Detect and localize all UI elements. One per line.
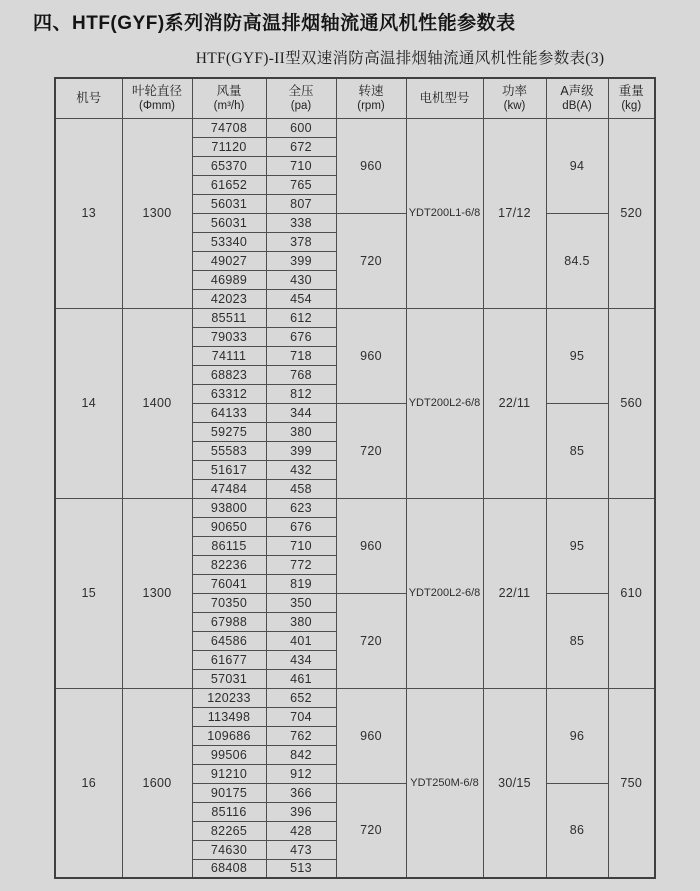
air-volume-cell: 93800 — [192, 498, 266, 517]
noise-level-high-cell: 94 — [546, 118, 608, 213]
speed-low-cell: 720 — [336, 213, 406, 308]
pressure-cell: 623 — [266, 498, 336, 517]
weight-cell: 560 — [608, 308, 655, 498]
air-volume-cell: 57031 — [192, 669, 266, 688]
pressure-cell: 652 — [266, 688, 336, 707]
pressure-cell: 710 — [266, 536, 336, 555]
machine-no-cell: 14 — [55, 308, 122, 498]
pressure-cell: 399 — [266, 441, 336, 460]
noise-level-low-cell: 85 — [546, 593, 608, 688]
machine-no-cell: 15 — [55, 498, 122, 688]
motor-model-cell: YDT200L1-6/8 — [406, 118, 483, 308]
motor-model-cell: YDT200L2-6/8 — [406, 308, 483, 498]
pressure-cell: 473 — [266, 840, 336, 859]
pressure-cell: 399 — [266, 251, 336, 270]
speed-high-cell: 960 — [336, 688, 406, 783]
impeller-diameter-cell: 1300 — [122, 118, 192, 308]
pressure-cell: 366 — [266, 783, 336, 802]
column-header-8 — [608, 78, 655, 118]
column-header-unit: (rpm) — [357, 99, 385, 112]
column-header-0 — [55, 78, 122, 118]
power-cell: 22/11 — [483, 498, 546, 688]
pressure-cell: 380 — [266, 422, 336, 441]
table-row — [55, 688, 655, 707]
column-header-7 — [546, 78, 608, 118]
air-volume-cell: 64133 — [192, 403, 266, 422]
air-volume-cell: 59275 — [192, 422, 266, 441]
noise-level-high-cell: 95 — [546, 498, 608, 593]
weight-cell: 750 — [608, 688, 655, 878]
air-volume-cell: 61677 — [192, 650, 266, 669]
header-row — [55, 78, 655, 118]
pressure-cell: 704 — [266, 707, 336, 726]
air-volume-cell: 68408 — [192, 859, 266, 878]
column-header-6 — [483, 78, 546, 118]
pressure-cell: 434 — [266, 650, 336, 669]
pressure-cell: 710 — [266, 156, 336, 175]
column-header-label: 转速 — [358, 83, 384, 98]
noise-level-low-cell: 86 — [546, 783, 608, 878]
speed-high-cell: 960 — [336, 498, 406, 593]
air-volume-cell: 113498 — [192, 707, 266, 726]
column-header-5 — [406, 78, 483, 118]
noise-level-high-cell: 95 — [546, 308, 608, 403]
pressure-cell: 513 — [266, 859, 336, 878]
fan-performance-table — [54, 77, 656, 879]
pressure-cell: 380 — [266, 612, 336, 631]
column-header-2 — [192, 78, 266, 118]
pressure-cell: 812 — [266, 384, 336, 403]
pressure-cell: 458 — [266, 479, 336, 498]
speed-low-cell: 720 — [336, 593, 406, 688]
fan-table-body — [55, 118, 655, 878]
column-header-label: 重量 — [618, 83, 644, 98]
air-volume-cell: 68823 — [192, 365, 266, 384]
column-header-label: A声级 — [560, 83, 594, 98]
air-volume-cell: 63312 — [192, 384, 266, 403]
table-subtitle: HTF(GYF)-II型双速消防高温排烟轴流通风机性能参数表(3) — [195, 50, 605, 67]
air-volume-cell: 99506 — [192, 745, 266, 764]
air-volume-cell: 82265 — [192, 821, 266, 840]
pressure-cell: 676 — [266, 327, 336, 346]
air-volume-cell: 61652 — [192, 175, 266, 194]
column-header-4 — [336, 78, 406, 118]
air-volume-cell: 56031 — [192, 213, 266, 232]
air-volume-cell: 91210 — [192, 764, 266, 783]
air-volume-cell: 82236 — [192, 555, 266, 574]
pressure-cell: 842 — [266, 745, 336, 764]
speed-high-cell: 960 — [336, 308, 406, 403]
weight-cell: 520 — [608, 118, 655, 308]
speed-low-cell: 720 — [336, 783, 406, 878]
column-header-unit: dB(A) — [562, 99, 592, 112]
air-volume-cell: 71120 — [192, 137, 266, 156]
motor-model-cell: YDT250M-6/8 — [406, 688, 483, 878]
noise-level-low-cell: 84.5 — [546, 213, 608, 308]
noise-level-low-cell: 85 — [546, 403, 608, 498]
air-volume-cell: 51617 — [192, 460, 266, 479]
speed-low-cell: 720 — [336, 403, 406, 498]
column-header-unit: (Φmm) — [139, 99, 175, 112]
column-header-label: 电机型号 — [419, 91, 470, 106]
column-header-3 — [266, 78, 336, 118]
air-volume-cell: 55583 — [192, 441, 266, 460]
column-header-label: 风量 — [216, 83, 242, 98]
pressure-cell: 762 — [266, 726, 336, 745]
column-header-label: 功率 — [501, 83, 527, 98]
table-row — [55, 308, 655, 327]
column-header-label: 叶轮直径 — [131, 83, 182, 98]
air-volume-cell: 64586 — [192, 631, 266, 650]
pressure-cell: 676 — [266, 517, 336, 536]
power-cell: 30/15 — [483, 688, 546, 878]
pressure-cell: 768 — [266, 365, 336, 384]
air-volume-cell: 90650 — [192, 517, 266, 536]
weight-cell: 610 — [608, 498, 655, 688]
table-row — [55, 498, 655, 517]
pressure-cell: 819 — [266, 574, 336, 593]
air-volume-cell: 109686 — [192, 726, 266, 745]
column-header-label: 全压 — [288, 83, 314, 98]
pressure-cell: 396 — [266, 802, 336, 821]
air-volume-cell: 42023 — [192, 289, 266, 308]
air-volume-cell: 47484 — [192, 479, 266, 498]
pressure-cell: 718 — [266, 346, 336, 365]
impeller-diameter-cell: 1400 — [122, 308, 192, 498]
pressure-cell: 765 — [266, 175, 336, 194]
pressure-cell: 454 — [266, 289, 336, 308]
pressure-cell: 432 — [266, 460, 336, 479]
pressure-cell: 338 — [266, 213, 336, 232]
column-header-unit: (pa) — [290, 99, 312, 112]
pressure-cell: 807 — [266, 194, 336, 213]
air-volume-cell: 49027 — [192, 251, 266, 270]
table-row — [55, 118, 655, 137]
pressure-cell: 350 — [266, 593, 336, 612]
pressure-cell: 344 — [266, 403, 336, 422]
air-volume-cell: 86115 — [192, 536, 266, 555]
air-volume-cell: 85511 — [192, 308, 266, 327]
impeller-diameter-cell: 1600 — [122, 688, 192, 878]
machine-no-cell: 16 — [55, 688, 122, 878]
pressure-cell: 378 — [266, 232, 336, 251]
speed-high-cell: 960 — [336, 118, 406, 213]
pressure-cell: 461 — [266, 669, 336, 688]
air-volume-cell: 79033 — [192, 327, 266, 346]
pressure-cell: 600 — [266, 118, 336, 137]
pressure-cell: 772 — [266, 555, 336, 574]
column-header-label: 机号 — [76, 91, 102, 106]
air-volume-cell: 74708 — [192, 118, 266, 137]
air-volume-cell: 70350 — [192, 593, 266, 612]
page-title: 四、HTF(GYF)系列消防高温排烟轴流通风机性能参数表 — [33, 13, 516, 34]
power-cell: 22/11 — [483, 308, 546, 498]
air-volume-cell: 76041 — [192, 574, 266, 593]
column-header-unit: (m³/h) — [213, 99, 245, 112]
air-volume-cell: 74111 — [192, 346, 266, 365]
column-header-unit: (kg) — [621, 99, 642, 112]
power-cell: 17/12 — [483, 118, 546, 308]
pressure-cell: 428 — [266, 821, 336, 840]
air-volume-cell: 46989 — [192, 270, 266, 289]
impeller-diameter-cell: 1300 — [122, 498, 192, 688]
pressure-cell: 672 — [266, 137, 336, 156]
noise-level-high-cell: 96 — [546, 688, 608, 783]
air-volume-cell: 67988 — [192, 612, 266, 631]
air-volume-cell: 53340 — [192, 232, 266, 251]
motor-model-cell: YDT200L2-6/8 — [406, 498, 483, 688]
pressure-cell: 401 — [266, 631, 336, 650]
pressure-cell: 912 — [266, 764, 336, 783]
column-header-1 — [122, 78, 192, 118]
pressure-cell: 612 — [266, 308, 336, 327]
air-volume-cell: 120233 — [192, 688, 266, 707]
air-volume-cell: 90175 — [192, 783, 266, 802]
machine-no-cell: 13 — [55, 118, 122, 308]
air-volume-cell: 56031 — [192, 194, 266, 213]
pressure-cell: 430 — [266, 270, 336, 289]
column-header-unit: (kw) — [503, 99, 526, 112]
air-volume-cell: 74630 — [192, 840, 266, 859]
air-volume-cell: 85116 — [192, 802, 266, 821]
air-volume-cell: 65370 — [192, 156, 266, 175]
